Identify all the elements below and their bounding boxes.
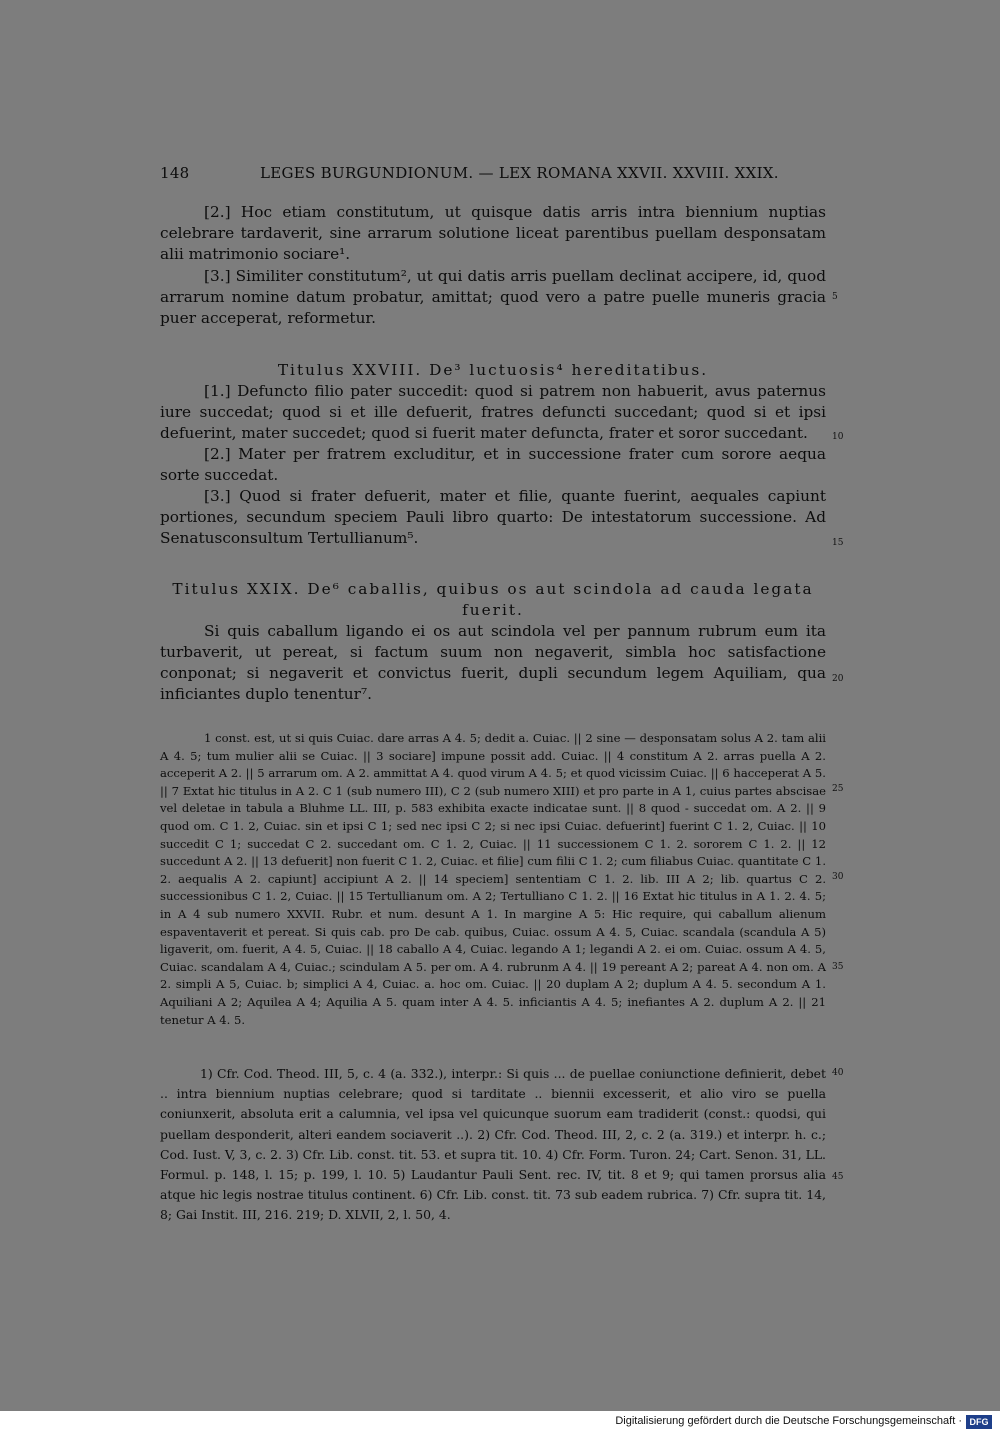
title-29-heading: Titulus XXIX. De⁶ caballis, quibus os aut scindola ad cauda legata fuerit. — [172, 580, 814, 619]
running-header — [160, 164, 830, 186]
title-29-block — [160, 579, 826, 705]
line-number: 45 — [832, 1172, 844, 1182]
footnotes — [160, 1064, 826, 1226]
line-number: 25 — [832, 784, 844, 794]
dfg-logo-icon[interactable]: DFG — [966, 1415, 992, 1429]
title-28-block — [160, 360, 826, 549]
footnotes-text: 1) Cfr. Cod. Theod. III, 5, c. 4 (a. 332.), interpr.: Si quis ... de puellae coniunctione definierit, debet .. intra biennium nuptias celebrare; quod si tarditate .. biennii excesserit, et alio viro se puella coniunxerit, absoluta erit a calumnia, vel ipsa vel quicunque suorum eam tradiderit (const.: quodsi, qui puellam desponderit, alteri eandem sociaverit ..). 2) Cfr. Cod. Theod. III, 2, c. 2 (a. 319.) et interpr. h. c.; Cod. Iust. V, 3, c. 2. 3) Cfr. Lib. const. tit. 53. et supra tit. 10. 4) Cfr. Form. Turon. 24; Cart. Senon. 31, LL. Formul. p. 148, l. 15; p. 199, l. 10. 5) Laudantur Pauli Sent. rec. IV, tit. 8 et 9; qui tamen prorsus alia atque hic legis nostrae titulus continent. 6) Cfr. Lib. const. tit. 73 sub eadem rubrica. 7) Cfr. supra tit. 14, 8; Gai Instit. III, 216. 219; D. XLVII, 2, l. 50, 4. — [160, 1066, 826, 1223]
line-number: 10 — [832, 432, 844, 442]
paragraph-28-3: [3.] Quod si frater defuerit, mater et filie, quante fuerint, aequales capiunt portiones, secundum speciem Pauli libro quarto: De intestatorum successione. Ad Senatusconsultum Tertullianum⁵. — [160, 487, 826, 547]
line-number: 30 — [832, 872, 844, 882]
title-27-text — [160, 202, 826, 329]
line-number: 5 — [832, 292, 838, 302]
paragraph-27-2: [2.] Hoc etiam constitutum, ut quisque datis arris intra biennium nuptias celebrare tardaverit, sine arrarum solutione liceat parentibus puellam desponsatam alii matrimonio sociare¹. — [160, 203, 826, 263]
paragraph-27-3: [3.] Similiter constitutum², ut qui datis arris puellam declinat accipere, id, quod arrarum nomine datum probatur, amittat; quod vero a patre puelle muneris gracia puer acceperat, reformetur. — [160, 267, 826, 327]
footer-bar — [0, 1411, 1000, 1434]
funding-note: Digitalisierung gefördert durch die Deutsche Forschungsgemeinschaft · — [615, 1415, 962, 1427]
paragraph-28-2: [2.] Mater per fratrem excluditur, et in successione frater cum sorore aequa sorte succedat. — [160, 445, 826, 484]
running-title: LEGES BURGUNDIONUM. — LEX ROMANA XXVII. XXVIII. XXIX. — [260, 164, 779, 182]
critical-apparatus — [160, 730, 826, 1029]
line-number: 15 — [832, 538, 844, 548]
apparatus-text: 1 const. est, ut si quis Cuiac. dare arras A 4. 5; dedit a. Cuiac. || 2 sine — desponsatam solus A 2. tam alii A 4. 5; tum mulier alii se Cuiac. || 3 sociare] impune possit add. Cuiac. || 4 constitum A 2. arras puella A 2. acceperit A 2. || 5 arrarum om. A 2. ammittat A 4. quod virum A 4. 5; et quod vicissim Cuiac. || 6 hacceperat A 5. || 7 Extat hic titulus in A 2. C 1 (sub numero III), C 2 (sub numero XIII) et pro parte in A 1, cuius partes abscisae vel deletae in tabula a Bluhme LL. III, p. 583 exhibita exacte indicatae sunt. || 8 quod - succedat om. A 2. || 9 quod om. C 1. 2, Cuiac. sin et ipsi C 1; sed nec ipsi C 2; si nec ipsi Cuiac. defuerint] fuerint C 1. 2, Cuiac. || 10 succedit C 1; succedat C 2. succedant om. C 1. 2, Cuiac. || 11 successionem C 1. 2. sororem C 1. 2. || 12 succedunt A 2. || 13 defuerit] non fuerit C 1. 2, Cuiac. et filie] cum filii C 1. 2; cum filiabus Cuiac. quantitate C 1. 2. aequalis A 2. capiunt] accipiunt A 2. || 14 speciem] sententiam C 1. 2. lib. III A 2; lib. quartus C 2. successionibus C 1. 2, Cuiac. || 15 Tertullianum om. A 2; Tertulliano C 1. 2. || 16 Extat hic titulus in A 1. 2. 4. 5; in A 4 sub numero XXVII. Rubr. et num. desunt A 1. In margine A 5: Hic require, qui caballum alienum espaventaverit et pereat. Si quis cab. pro De cab. quibus, Cuiac. ossum A 4. 5, Cuiac. scandala (scandula A 5) ligaverit, om. fuerit, A 4. 5, Cuiac. || 18 caballo A 4, Cuiac. legando A 1; legandi A 2. ei om. Cuiac. ossum A 4. 5, Cuiac. scandalam A 4, Cuiac.; scindulam A 5. per om. A 4. rubrunm A 4. || 19 pereant A 2; pareat A 4. non om. A 2. simpli A 5, Cuiac. b; simplici A 4, Cuiac. a. hoc om. Cuiac. || 20 duplam A 2; duplum A 4. 5. secondum A 1. Aquiliani A 2; Aquilea A 4; Aquilia A 5. quam inter A 4. 5. inficiantis A 4. 5; inefiantes A 2. duplum A 2. || 21 tenetur A 4. 5. — [160, 731, 826, 1027]
paragraph-29-1: Si quis caballum ligando ei os aut scindola vel per pannum rubrum eum ita turbaverit, ut pereat, si factum suum non negaverit, simbla hoc satisfactione conponat; si negaverit et convictus fuerit, dupli secundum legem Aquiliam, qua inficiantes duplo tenentur⁷. — [160, 622, 826, 703]
line-number: 20 — [832, 674, 844, 684]
paragraph-28-1: [1.] Defuncto filio pater succedit: quod si patrem non habuerit, avus paternus iure succedat; quod si et ille defuerit, fratres defuncti succedant; quod si et ipsi defuerint, mater succedet; quod si fuerit mater defuncta, frater et soror succedant. — [160, 382, 826, 442]
line-number: 40 — [832, 1068, 844, 1078]
line-number: 35 — [832, 962, 844, 972]
title-28-heading: Titulus XXVIII. De³ luctuosis⁴ hereditatibus. — [277, 361, 709, 379]
page-number: 148 — [160, 164, 190, 182]
